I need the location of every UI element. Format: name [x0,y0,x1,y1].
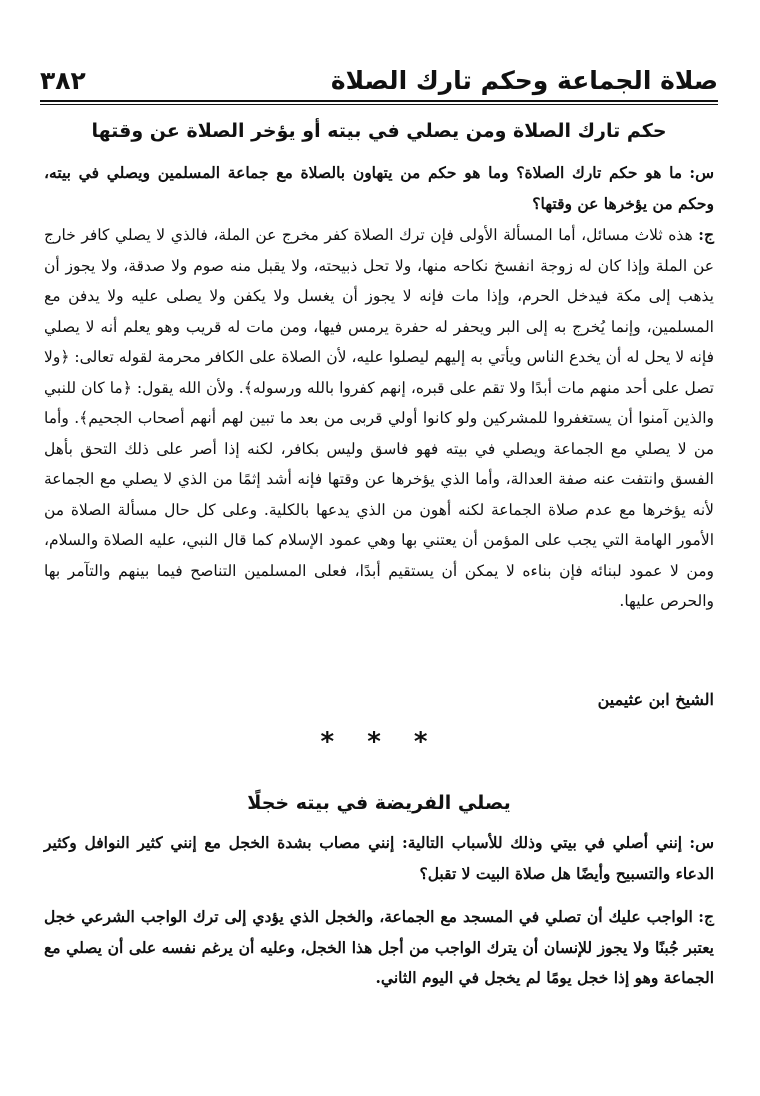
answer-paragraph [44,902,714,994]
answer-text: الواجب عليك أن تصلي في المسجد مع الجماعة، والخجل الذي يؤدي إلى ترك الواجب الشرعي خجل يعتبر جُبنًا ولا يجوز للإنسان أن يترك الواجب من أجل هذا الخجل، وعليه أن يرغم نفسه على أن يصلي مع الجماعة وهو إذا خجل يومًا لم يخجل في اليوم الثاني. [44,907,714,987]
answer-paragraph [44,220,714,617]
question-label: س: [689,163,714,182]
section-heading: حكم تارك الصلاة ومن يصلي في بيته أو يؤخر الصلاة عن وقتها [91,120,667,142]
section-heading: يصلي الفريضة في بيته خجلًا [247,792,511,814]
question-text: إنني أصلي في بيتي وذلك للأسباب التالية: إنني مصاب بشدة الخجل مع إنني كثير النوافل وكثير الدعاء والتسبيح وأيضًا هل صلاة البيت لا تقبل؟ [44,833,714,883]
question-paragraph [44,158,714,219]
signature: الشيخ ابن عثيمين [597,690,714,709]
running-header [40,58,718,98]
header-rule-thick [40,100,718,102]
answer-label: ج: [698,907,715,926]
page-number: ٣٨٢ [40,66,86,95]
running-title: صلاة الجماعة وحكم تارك الصلاة [330,66,718,95]
header-rule-thin [40,104,718,105]
question-text: ما هو حكم تارك الصلاة؟ وما هو حكم من يتهاون بالصلاة مع جماعة المسلمين ويصلي في بيته، وحكم من يؤخرها عن وقتها؟ [44,163,714,213]
section-separator: * * * [320,727,440,757]
question-paragraph [44,828,714,889]
question-label: س: [689,833,714,852]
answer-label: ج: [698,225,714,244]
answer-text: هذه ثلاث مسائل، أما المسألة الأولى فإن ترك الصلاة كفر مخرج عن الملة، فالذي لا يصلي كافر خارج عن الملة وإذا كان له زوجة انفسخ نكاحه منها، ولا تحل ذبيحته، ولا يقبل منه صوم ولا صدقة، ولا يجوز أن يذهب إلى مكة فيدخل الحرم، وإذا مات فإنه لا يجوز أن يغسل ولا يكفن ولا يصلى عليه ولا يدفن مع المسلمين، وإنما يُخرج به إلى البر ويحفر له حفرة يرمس فيها، ومن مات له قريب وهو يعلم أنه لا يصلي فإنه لا يحل له أن يخدع الناس ويأتي به إليهم ليصلوا عليه، لأن الصلاة على الكافر محرمة لقوله تعالى: ﴿ولا تصل على أحد منهم مات أبدًا ولا تقم على قبره، إنهم كفروا بالله ورسوله﴾. ولأن الله يقول: ﴿ما كان للنبي والذين آمنوا أن يستغفروا للمشركين ولو كانوا أولي قربى من بعد ما تبين لهم أنهم أصحاب الجحيم﴾. وأما من لا يصلي مع الجماعة ويصلي في بيته فهو فاسق وليس بكافر، لكنه إذا أصر على ذلك التحق بأهل الفسق وانتفت عنه صفة العدالة، وأما الذي يؤخرها عن وقتها فإنه أشد إثمًا من الذي لا يصلي مع الجماعة لأنه يؤخرها مع عدم صلاة الجماعة لكنه أهون من الذي يدعها بالكلية. وعلى كل حال مسألة الصلاة من الأمور الهامة التي يجب على المؤمن أن يعتني بها وهي عمود الإسلام كما قال النبي، عليه الصلاة والسلام، ومن لا عمود لبنائه فإن بناءه لا يمكن أن يستقيم أبدًا، فعلى المسلمين التناصح فيما بينهم والتآمر بها والحرص عليها. [44,226,714,610]
